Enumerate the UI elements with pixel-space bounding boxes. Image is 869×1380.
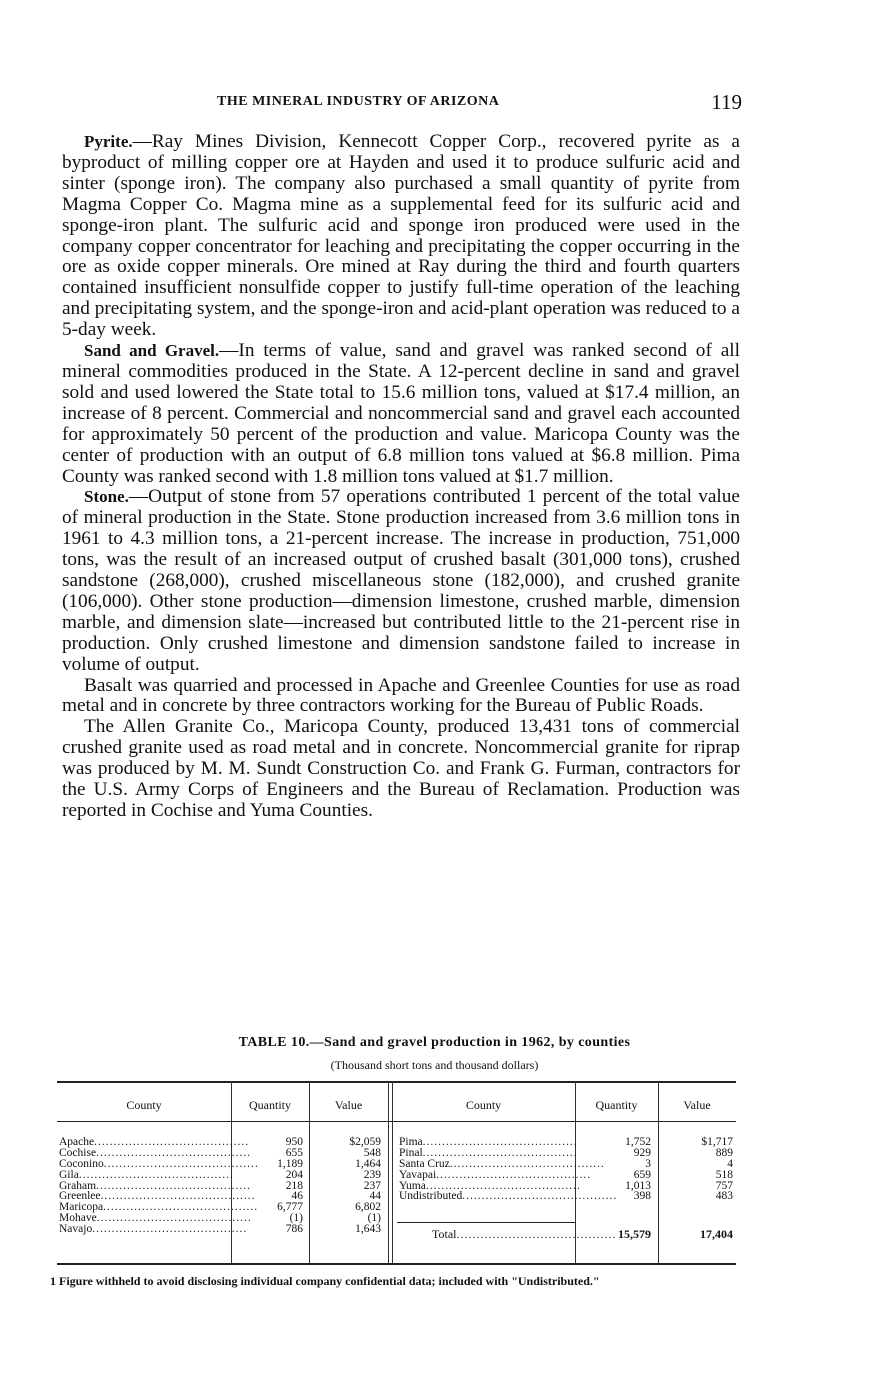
value-cell: 548 [363, 1146, 381, 1159]
total-label: Total [432, 1227, 457, 1241]
leader-dots: ........................................ [103, 1201, 259, 1214]
leader-dots: ........................................ [462, 1190, 618, 1203]
run-in-heading: Pyrite. [84, 132, 133, 151]
table-rule-bottom [57, 1263, 736, 1265]
left-value-column [309, 1137, 381, 1235]
county-name: Undistributed [399, 1190, 463, 1203]
column-header-quantity: Quantity [595, 1098, 638, 1112]
value-cell: (1) [367, 1212, 381, 1225]
county-name: Cochise [59, 1146, 97, 1159]
right-quantity-column [575, 1137, 651, 1202]
quantity-cell: 929 [633, 1146, 651, 1159]
county-name: Mohave [59, 1212, 97, 1225]
total-rule [397, 1222, 575, 1223]
quantity-cell: 204 [285, 1168, 303, 1181]
value-cell: 518 [715, 1168, 733, 1181]
page-header [62, 90, 742, 114]
paragraph-text: —In terms of value, sand and gravel was ranked second of all mineral commodities produced in the State. A 12-percent decline in sand and gravel sold and used lowered the State total to 15.6 million tons, valued at $17.4 million, an increase of 8 percent. Commercial and noncommercial sand and gravel each accounted for approximately 50 percent of the production and value. Maricopa County was the center of production with an output of 6.8 million tons valued at $6.8 million. Pima County was ranked second with 1.8 million tons valued at $1.7 million. [62, 340, 740, 487]
county-name: Graham [59, 1179, 97, 1192]
table-row [59, 1223, 248, 1236]
value-cell: 1,643 [355, 1223, 381, 1236]
table-title: TABLE 10.—Sand and gravel production in 1962, by counties [238, 1035, 631, 1050]
total-value: 17,404 [700, 1227, 733, 1241]
column-header-county: County [465, 1098, 502, 1112]
leader-dots: ........................................ [96, 1146, 252, 1159]
quantity-cell: 950 [285, 1136, 303, 1148]
quantity-cell: 655 [285, 1146, 303, 1159]
table-rule-header [57, 1121, 736, 1122]
run-in-heading: Stone. [84, 487, 129, 507]
table-subtitle: (Thousand short tons and thousand dollars) [330, 1058, 539, 1072]
paragraph-sand-gravel [62, 341, 740, 487]
quantity-cell: 3 [645, 1157, 651, 1170]
value-cell: $2,059 [349, 1136, 381, 1148]
value-cell: 889 [715, 1146, 733, 1159]
paragraph-text: —Ray Mines Division, Kennecott Copper Corp., recovered pyrite as a byproduct of milling copper ore at Hayden and used it to produce sulfuric acid and sinter (sponge iron). The company also purchased a small quantity of pyrite from Magma Copper Co. Magma mine as a supplemental feed for its sulfuric acid and sponge-iron plant. The sulfuric acid and sponge iron produced were used in the company copper concentrator for leaching and precipitating the copper occurring in the ore as oxide copper minerals. Ore mined at Ray during the third and fourth quarters contained insufficient nonsulfide copper to justify full-time operation of the leaching and precipitating system, and the sponge-iron and acid-plant operation was reduced to a 5-day week. [62, 131, 740, 341]
leader-dots: ........................................ [94, 1136, 250, 1148]
leader-dots: ........................................ [422, 1136, 578, 1148]
county-name: Greenlee [59, 1190, 101, 1203]
total-quantity: 15,579 [618, 1227, 651, 1241]
quantity-cell: 1,013 [625, 1179, 651, 1192]
table-row [59, 1168, 234, 1181]
page-number: 119 [711, 90, 742, 114]
county-name: Pinal [399, 1146, 423, 1159]
quantity-cell: 6,777 [277, 1201, 303, 1214]
county-name: Apache [59, 1136, 95, 1148]
leader-dots: ........................................ [436, 1168, 592, 1181]
column-header-quantity: Quantity [249, 1098, 291, 1112]
running-head: THE MINERAL INDUSTRY OF ARIZONA [217, 94, 500, 109]
value-cell: 44 [369, 1190, 381, 1203]
quantity-cell: 659 [633, 1168, 651, 1181]
county-name: Gila [59, 1168, 79, 1181]
value-cell: 239 [363, 1168, 381, 1181]
value-cell: 4 [727, 1157, 733, 1170]
leader-dots: ........................................ [456, 1227, 617, 1241]
column-header-county: County [126, 1098, 162, 1112]
table-footnote: 1 Figure withheld to avoid disclosing individual company confidential data; included with "Undistributed." [50, 1274, 600, 1288]
left-quantity-column [231, 1137, 303, 1235]
leader-dots: ........................................ [100, 1190, 256, 1203]
right-value-column [658, 1137, 733, 1202]
quantity-cell: 786 [285, 1223, 303, 1236]
leader-dots: ........................................ [103, 1157, 259, 1170]
paragraph-text: The Allen Granite Co., Maricopa County, produced 13,431 tons of commercial crushed granite used as road metal and in concrete. Noncommercial granite for riprap was produced by M. M. Sundt Construction Co. and Frank G. Furman, contractors for the U.S. Army Corps of Engineers and the Bureau of Reclamation. Production was reported in Cochise and Yuma Counties. [62, 716, 740, 821]
quantity-cell: 1,189 [277, 1157, 303, 1170]
leader-dots: ........................................ [96, 1179, 252, 1192]
right-county-column [399, 1136, 618, 1203]
leader-dots: ........................................ [422, 1146, 578, 1159]
value-cell: $1,717 [701, 1136, 733, 1148]
county-name: Maricopa [59, 1201, 104, 1214]
table-rule-top [57, 1081, 736, 1083]
value-cell: 6,802 [355, 1201, 381, 1214]
value-cell: 1,464 [355, 1157, 381, 1170]
county-name: Yavapai [399, 1168, 437, 1181]
paragraph-text: —Output of stone from 57 operations contributed 1 percent of the total value of mineral production in the State. Stone production increased from 3.6 million tons in 1961 to 4.3 million tons, a 21-percent increase. The increase in production, 751,000 tons, was the result of an increased output of crushed basalt (301,000 tons), crushed sandstone (268,000), crushed miscellaneous stone (182,000), and crushed granite (106,000). Other stone production—dimension limestone, crushed marble, dimension marble, and dimension slate—increased but contributed little to the 21-percent rise in production. Only crushed limestone and dimension sandstone failed to increase in volume of output. [62, 486, 740, 675]
table-row [399, 1168, 592, 1181]
county-name: Santa Cruz [399, 1157, 450, 1170]
leader-dots: ........................................ [425, 1179, 581, 1192]
total-row [432, 1227, 617, 1242]
table-row [399, 1190, 618, 1203]
quantity-cell: 398 [633, 1190, 651, 1203]
county-name: Navajo [59, 1223, 93, 1236]
leader-dots: ........................................ [96, 1212, 252, 1225]
paragraph-stone [62, 487, 740, 675]
run-in-heading: Sand and Gravel. [84, 341, 220, 361]
county-name: Coconino [59, 1157, 104, 1170]
quantity-cell: 1,752 [625, 1136, 651, 1148]
value-cell: 237 [363, 1179, 381, 1192]
paragraph-pyrite [62, 132, 740, 341]
value-cell: 483 [715, 1190, 733, 1203]
quantity-cell: 218 [285, 1179, 303, 1192]
leader-dots: ........................................ [92, 1223, 248, 1236]
paragraph-text: Basalt was quarried and processed in Apache and Greenlee Counties for use as road metal and in concrete by three contractors working for the Bureau of Public Roads. [62, 674, 740, 717]
county-name: Yuma [399, 1179, 426, 1192]
value-cell: 757 [715, 1179, 733, 1192]
column-header-value: Value [334, 1098, 363, 1112]
left-county-column [59, 1136, 259, 1236]
column-header-value: Value [683, 1098, 711, 1112]
paragraph-allen-granite [62, 717, 740, 822]
county-name: Pima [399, 1136, 423, 1148]
paragraph-basalt [62, 676, 740, 718]
body-text [62, 132, 740, 822]
leader-dots: ........................................ [449, 1157, 605, 1170]
column-divider [388, 1081, 389, 1263]
quantity-cell: 46 [291, 1190, 303, 1203]
quantity-cell: (1) [289, 1212, 303, 1225]
leader-dots: ........................................ [78, 1168, 234, 1181]
